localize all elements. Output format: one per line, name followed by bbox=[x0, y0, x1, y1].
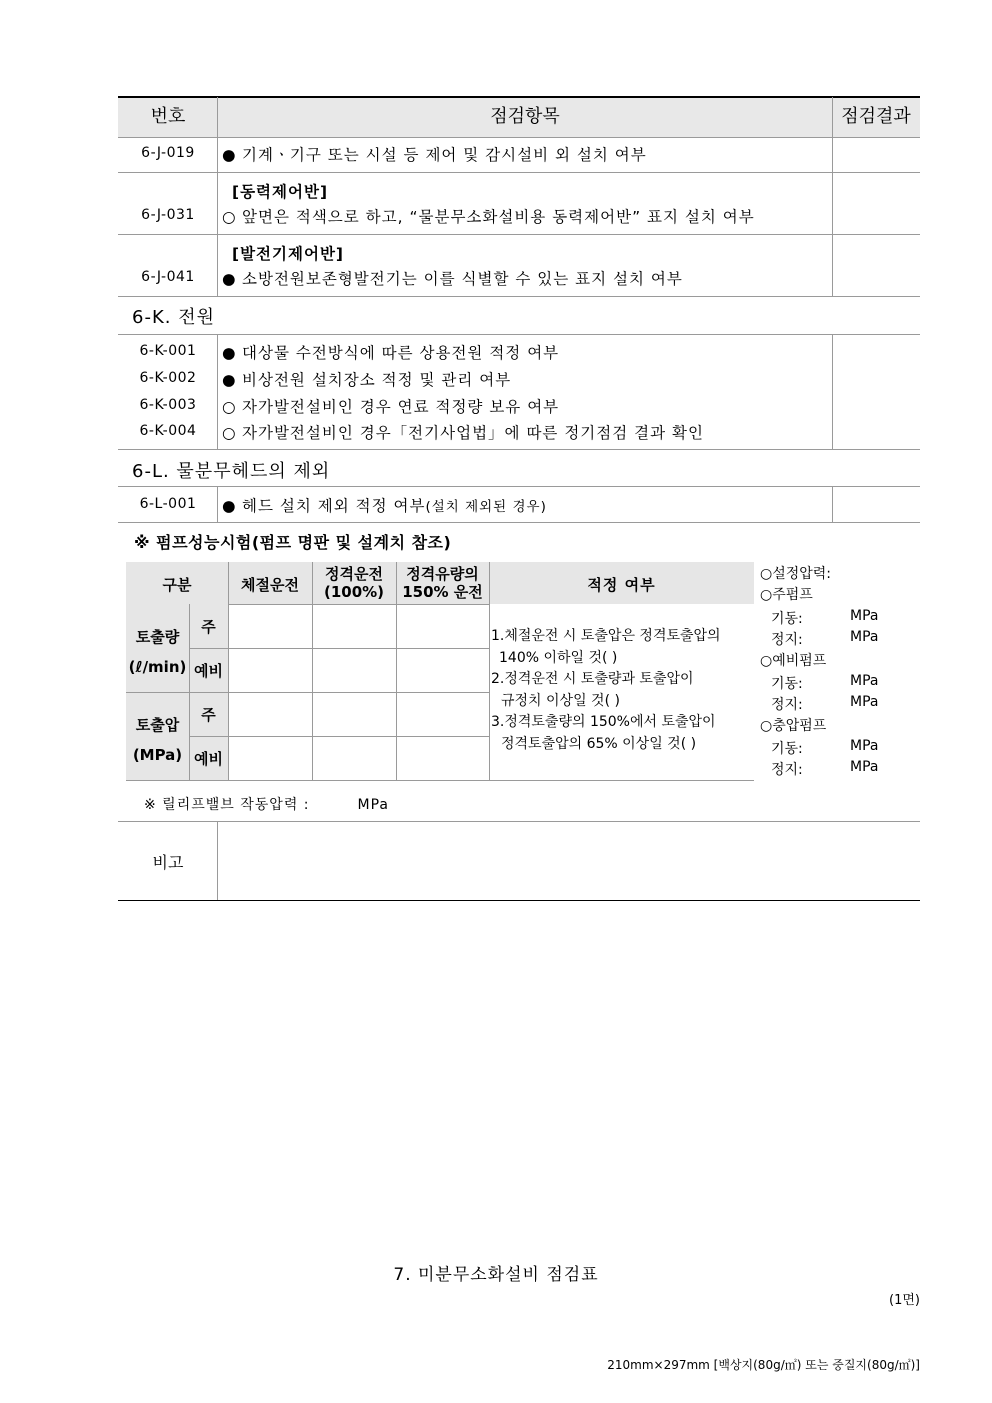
main-stop-label: 정지: bbox=[771, 632, 803, 648]
row-note: (설치 제외된 경우) bbox=[425, 499, 547, 515]
row-code: 6-J-019 bbox=[141, 145, 195, 161]
header-result: 점검결과 bbox=[841, 106, 911, 127]
bullet-hollow-icon: ○ bbox=[222, 424, 237, 442]
jockey-start-label: 기동: bbox=[771, 741, 803, 757]
jockey-start-unit: MPa bbox=[850, 738, 879, 754]
row-subtitle: [동력제어반] bbox=[232, 183, 329, 201]
flow-label: 토출량 (ℓ/min) bbox=[128, 628, 187, 676]
next-form-title: 7. 미분무소화설비 점검표 bbox=[393, 1265, 599, 1285]
row-code: 6-J-041 bbox=[141, 269, 195, 285]
pump-header-ok: 적정 여부 bbox=[587, 576, 656, 594]
jockey-pump-label: ○충압펌프 bbox=[760, 718, 827, 734]
header-no: 번호 bbox=[150, 106, 186, 127]
bullet-filled-icon: ● bbox=[222, 270, 237, 288]
paper-spec: 210mm×297mm [백상지(80g/㎡) 또는 중질지(80g/㎡)] bbox=[607, 1358, 920, 1372]
row-subtitle: [발전기제어반] bbox=[232, 245, 345, 263]
row-text: 대상물 수전방식에 따른 상용전원 적정 여부 bbox=[242, 344, 560, 362]
spare-start-unit: MPa bbox=[850, 673, 879, 689]
bullet-filled-icon: ● bbox=[222, 371, 237, 389]
spare-stop-unit: MPa bbox=[850, 694, 879, 710]
flow-main-label: 주 bbox=[201, 618, 216, 636]
row-text: 비상전원 설치장소 적정 및 관리 여부 bbox=[242, 371, 512, 389]
row-text: 헤드 설치 제외 적정 여부 bbox=[242, 497, 426, 515]
row-text: 자가발전설비인 경우「전기사업법」에 따른 정기점검 결과 확인 bbox=[242, 424, 704, 442]
row-text: 자가발전설비인 경우 연료 적정량 보유 여부 bbox=[242, 398, 560, 416]
pump-header-150: 정격유량의 150% 운전 bbox=[402, 565, 483, 601]
pump-test-title: ※ 펌프성능시험(펌프 명판 및 설계치 참조) bbox=[134, 533, 452, 552]
jockey-stop-unit: MPa bbox=[850, 759, 879, 775]
row-code: 6-K-004 bbox=[139, 423, 197, 439]
row-item bbox=[222, 143, 647, 165]
page-number: (1면) bbox=[889, 1293, 920, 1308]
row-code: 6-J-031 bbox=[141, 207, 195, 223]
row-text: 앞면은 적색으로 하고, “물분무소화설비용 동력제어반” 표지 설치 여부 bbox=[242, 208, 755, 226]
spare-stop-label: 정지: bbox=[771, 697, 803, 713]
row-code: 6-K-002 bbox=[139, 370, 197, 386]
pressure-spare-label: 예비 bbox=[194, 750, 223, 768]
row-item bbox=[222, 205, 755, 227]
relief-valve-line: ※ 릴리프밸브 작동압력 : MPa bbox=[144, 797, 389, 813]
row-item bbox=[222, 341, 559, 363]
row-item bbox=[222, 267, 683, 289]
remarks-field[interactable] bbox=[220, 824, 918, 898]
pump-header-rated: 정격운전 (100%) bbox=[323, 565, 385, 601]
spare-pump-label: ○예비펌프 bbox=[760, 653, 827, 669]
row-item bbox=[222, 421, 704, 443]
spare-start-label: 기동: bbox=[771, 676, 803, 692]
bullet-filled-icon: ● bbox=[222, 146, 237, 164]
row-code: 6-K-001 bbox=[139, 343, 197, 359]
row-item bbox=[222, 395, 559, 417]
pressure-label: 토출압 (MPa) bbox=[132, 716, 183, 764]
main-start-label: 기동: bbox=[771, 611, 803, 627]
remarks-label: 비고 bbox=[152, 853, 184, 872]
row-code: 6-L-001 bbox=[139, 496, 197, 512]
pump-criteria: 1.체절운전 시 토출압은 정격토출압의 140% 이하일 것( ) 2.정격운전 시 토출량과 토출압이 규정치 이상일 것( ) 3.정격토출량의 150%에서 토출압이 정격토출압의 65% 이상일 것( ) bbox=[491, 628, 721, 752]
section-title-k: 6-K. 전원 bbox=[132, 307, 215, 328]
jockey-stop-label: 정지: bbox=[771, 762, 803, 778]
row-item bbox=[222, 368, 511, 390]
row-text: 기계ㆍ기구 또는 시설 등 제어 및 감시설비 외 설치 여부 bbox=[242, 146, 647, 164]
pump-header-shutoff: 체절운전 bbox=[241, 576, 299, 594]
row-text: 소방전원보존형발전기는 이를 식별할 수 있는 표지 설치 여부 bbox=[242, 270, 683, 288]
flow-spare-label: 예비 bbox=[194, 662, 223, 680]
header-item: 점검항목 bbox=[490, 106, 560, 127]
row-code: 6-K-003 bbox=[139, 397, 197, 413]
set-pressure-title: ○설정압력: bbox=[760, 566, 832, 582]
pressure-main-label: 주 bbox=[201, 706, 216, 724]
row-item bbox=[222, 494, 547, 516]
pump-header-div: 구분 bbox=[162, 576, 192, 594]
main-start-unit: MPa bbox=[850, 608, 879, 624]
main-pump-label: ○주펌프 bbox=[760, 587, 813, 603]
bullet-filled-icon: ● bbox=[222, 344, 237, 362]
bullet-hollow-icon: ○ bbox=[222, 208, 237, 226]
main-stop-unit: MPa bbox=[850, 629, 879, 645]
section-title-l: 6-L. 물분무헤드의 제외 bbox=[132, 461, 331, 482]
bullet-hollow-icon: ○ bbox=[222, 398, 237, 416]
bullet-filled-icon: ● bbox=[222, 497, 237, 515]
